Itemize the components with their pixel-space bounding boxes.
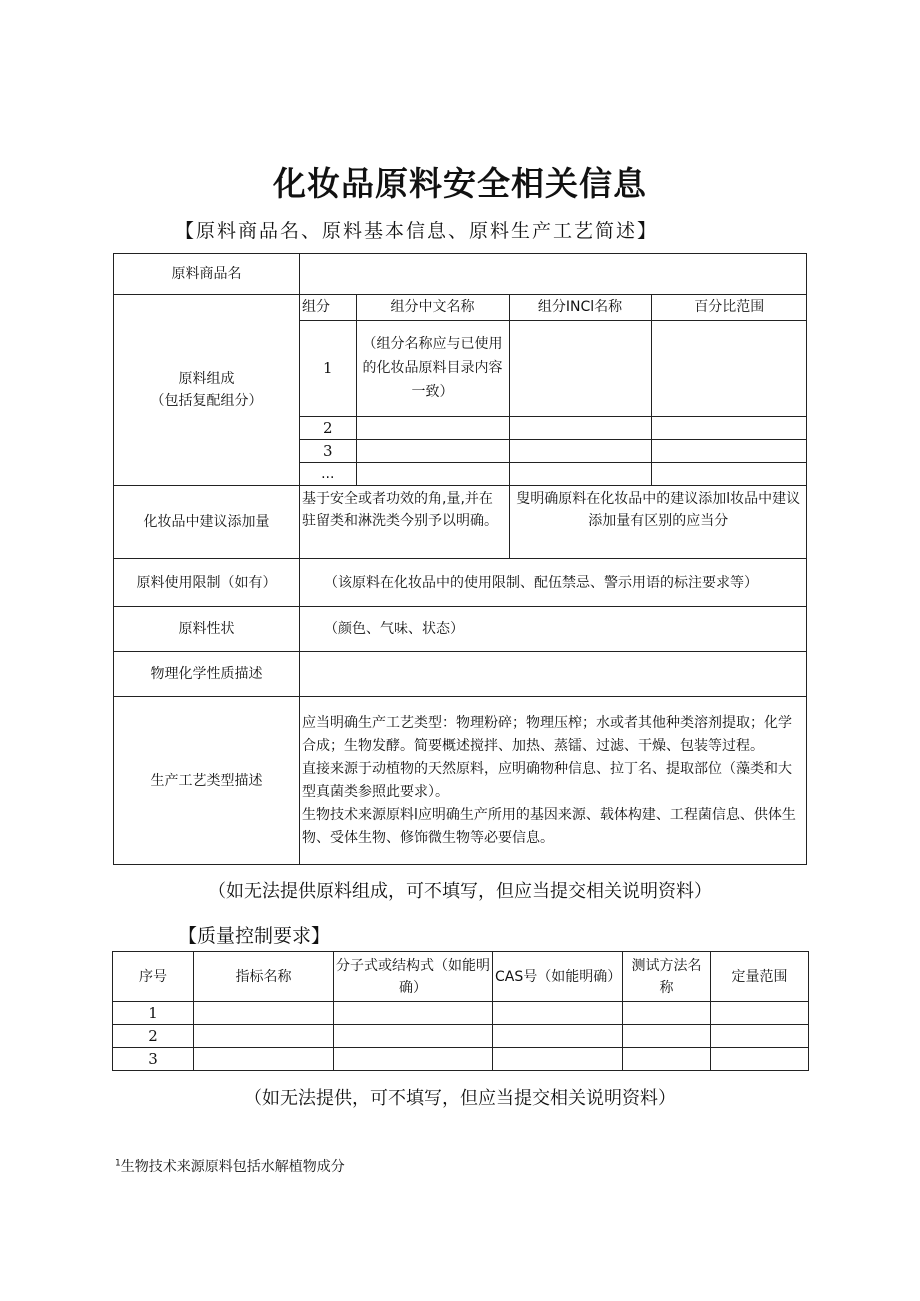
comp-header-percent: 百分比范围 — [651, 295, 807, 320]
physchem-label: 物理化学性质描述 — [114, 652, 300, 697]
composition-note: （如无法提供原料组成，可不填写，但应当提交相关说明资料） — [208, 881, 712, 902]
qc-cell[interactable] — [194, 1025, 334, 1048]
trade-name-label: 原料商品名 — [114, 254, 300, 295]
physchem-value[interactable] — [300, 652, 807, 697]
qc-row-index: 1 — [113, 1002, 194, 1025]
dosage-subtable — [300, 486, 807, 558]
dosage-right-text: 叟明确原料在化妆品中的建议添加l妆品中建议添加量有区别的应当分 — [516, 491, 801, 529]
footnote-text: 生物技术来源原料包括水解植物成分 — [120, 1159, 345, 1175]
dosage-left-text: 基于安全或者功效的角,量,并在驻留类和淋洗类今别予以明确。 — [300, 486, 509, 558]
dosage-label: 化妆品中建议添加量 — [114, 486, 300, 559]
process-label: 生产工艺类型描述 — [114, 697, 300, 865]
comp-row-percent[interactable] — [651, 416, 807, 439]
qc-header-indicator: 指标名称 — [194, 952, 334, 1002]
qc-cell[interactable] — [493, 1025, 623, 1048]
qc-cell[interactable] — [334, 1002, 493, 1025]
qc-header-range: 定量范围 — [711, 952, 809, 1002]
page-title: 化妆品原料安全相关信息 — [273, 164, 647, 203]
composition-cell — [300, 295, 807, 486]
section-header-basic-info: 【原料商品名、原料基本信息、原料生产工艺简述】 — [175, 220, 659, 242]
comp-row-cn-name[interactable] — [356, 439, 509, 462]
qc-header-cas: CAS号（如能明确） — [493, 952, 623, 1002]
comp-row-inci-name[interactable] — [509, 416, 651, 439]
qc-cell[interactable] — [711, 1048, 809, 1071]
footnote-mark: 1 — [115, 1158, 121, 1169]
raw-material-info-table — [113, 253, 807, 865]
composition-label-line1: 原料组成 — [178, 371, 235, 387]
comp-header-cn-name: 组分中文名称 — [356, 295, 509, 320]
comp-row-percent[interactable] — [651, 320, 807, 416]
comp-row-cn-name[interactable] — [356, 462, 509, 485]
restriction-label: 原料使用限制（如有） — [114, 559, 300, 607]
composition-label-line2: （包括复配组分） — [150, 393, 263, 409]
qc-header-formula: 分子式或结构式（如能明确） — [334, 952, 493, 1002]
composition-label — [114, 295, 300, 486]
appearance-text[interactable]: （颜色、气味、状态） — [300, 607, 807, 652]
qc-row-index: 2 — [113, 1025, 194, 1048]
qc-cell[interactable] — [623, 1025, 711, 1048]
comp-row-index: 1 — [300, 320, 356, 416]
qc-header-method: 测试方法名称 — [623, 952, 711, 1002]
qc-cell[interactable] — [334, 1048, 493, 1071]
restriction-text[interactable]: （该原料在化妆品中的使用限制、配伍禁忌、警示用语的标注要求等） — [300, 559, 807, 607]
comp-header-index: 组分 — [300, 295, 356, 320]
quality-control-note: （如无法提供，可不填写，但应当提交相关说明资料） — [244, 1088, 676, 1109]
comp-row-cn-name[interactable]: （组分名称应与已使用的化妆品原料目录内容一致） — [356, 320, 509, 416]
appearance-label: 原料性状 — [114, 607, 300, 652]
comp-row-inci-name[interactable] — [509, 320, 651, 416]
dosage-cell — [300, 486, 807, 559]
trade-name-value[interactable] — [300, 254, 807, 295]
qc-cell[interactable] — [493, 1048, 623, 1071]
quality-control-table — [112, 951, 809, 1071]
qc-cell[interactable] — [623, 1002, 711, 1025]
qc-cell[interactable] — [623, 1048, 711, 1071]
qc-cell[interactable] — [711, 1025, 809, 1048]
qc-cell[interactable] — [493, 1002, 623, 1025]
process-line: 直接来源于动植物的天然原料，应明确物种信息、拉丁名、提取部位（藻类和大型真菌类参照此要求）。 — [302, 760, 792, 800]
qc-row-index: 3 — [113, 1048, 194, 1071]
process-text[interactable] — [300, 697, 807, 865]
comp-row-inci-name[interactable] — [509, 462, 651, 485]
qc-cell[interactable] — [194, 1002, 334, 1025]
comp-row-percent[interactable] — [651, 439, 807, 462]
footnote — [115, 1156, 345, 1176]
section-header-quality-control: 【质量控制要求】 — [178, 925, 331, 947]
composition-subtable — [300, 295, 807, 485]
comp-row-index: 3 — [300, 439, 356, 462]
comp-row-index: ... — [300, 462, 356, 485]
comp-row-cn-name[interactable] — [356, 416, 509, 439]
comp-row-percent[interactable] — [651, 462, 807, 485]
comp-row-index: 2 — [300, 416, 356, 439]
qc-cell[interactable] — [194, 1048, 334, 1071]
process-line: 生物技术来源原料l应明确生产所用的基因来源、载体构建、工程菌信息、供体生物、受体生物、修饰微生物等必要信息。 — [302, 806, 796, 846]
comp-header-inci-name: 组分INCl名称 — [509, 295, 651, 320]
qc-cell[interactable] — [711, 1002, 809, 1025]
process-line: 应当明确生产工艺类型：物理粉碎；物理压榨；水或者其他种类溶剂提取；化学合成；生物发酵。简要概述搅拌、加热、蒸镭、过滤、干燥、包装等过程。 — [302, 714, 792, 754]
comp-row-inci-name[interactable] — [509, 439, 651, 462]
qc-header-index: 序号 — [113, 952, 194, 1002]
qc-cell[interactable] — [334, 1025, 493, 1048]
